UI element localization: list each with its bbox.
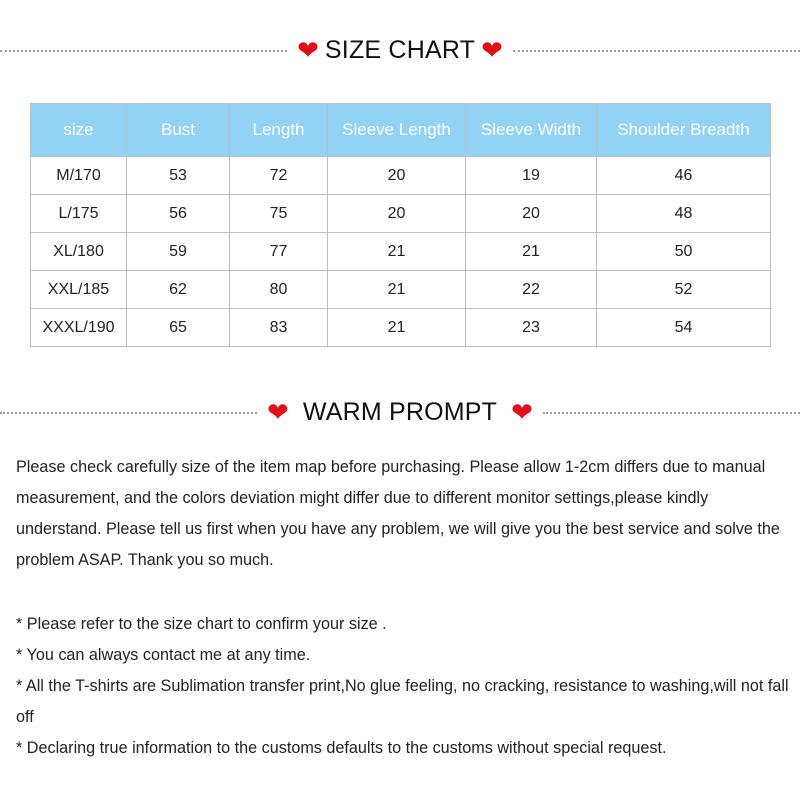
table-cell: 21 — [328, 271, 466, 309]
dotted-divider-left — [0, 50, 287, 52]
size-chart-title: SIZE CHART — [324, 36, 476, 64]
table-cell: 65 — [127, 309, 230, 347]
list-item: * Please refer to the size chart to confirm your size . — [16, 615, 387, 633]
table-row — [31, 195, 771, 233]
dotted-divider-left — [0, 412, 257, 414]
warm-prompt-title: WARM PROMPT — [302, 398, 498, 426]
list-item: * All the T-shirts are Sublimation transfer print,No glue feeling, no cracking, resistance to washing,will not fall off — [16, 677, 789, 726]
column-header-shoulder-breadth: Shoulder Breadth — [597, 104, 771, 157]
table-cell: 48 — [597, 195, 771, 233]
column-header-length: Length — [230, 104, 328, 157]
table-cell: 59 — [127, 233, 230, 271]
table-cell: XXXL/190 — [31, 309, 127, 347]
size-chart-title-group — [287, 36, 513, 65]
column-header-sleeve-width: Sleeve Width — [466, 104, 597, 157]
table-cell: 56 — [127, 195, 230, 233]
table-cell: 72 — [230, 157, 328, 195]
table-row — [31, 271, 771, 309]
heart-icon: ❤ — [297, 35, 319, 66]
warm-prompt-bullets — [16, 609, 796, 764]
warm-prompt-heading — [0, 398, 800, 427]
column-header-size: size — [31, 104, 127, 157]
list-item: * Declaring true information to the customs defaults to the customs without special request. — [16, 739, 667, 757]
table-cell: 23 — [466, 309, 597, 347]
table-cell: 52 — [597, 271, 771, 309]
table-cell: 21 — [328, 233, 466, 271]
size-table — [30, 103, 771, 347]
table-cell: 20 — [328, 195, 466, 233]
table-cell: 19 — [466, 157, 597, 195]
table-row — [31, 157, 771, 195]
table-row — [31, 309, 771, 347]
table-cell: 21 — [328, 309, 466, 347]
table-header-row — [31, 104, 771, 157]
table-cell: 46 — [597, 157, 771, 195]
table-cell: 20 — [466, 195, 597, 233]
column-header-sleeve-length: Sleeve Length — [328, 104, 466, 157]
table-cell: XXL/185 — [31, 271, 127, 309]
table-cell: XL/180 — [31, 233, 127, 271]
list-item: * You can always contact me at any time. — [16, 646, 311, 664]
table-cell: M/170 — [31, 157, 127, 195]
heart-icon: ❤ — [481, 35, 503, 66]
table-cell: 62 — [127, 271, 230, 309]
table-cell: 22 — [466, 271, 597, 309]
heart-icon: ❤ — [511, 397, 533, 428]
warm-prompt-paragraph: Please check carefully size of the item map before purchasing. Please allow 1-2cm differs due to manual measurement, and the colors deviation might differ due to different monitor settings,please kindly understand. Please tell us first when you have any problem, we will give you the best service and solve the problem ASAP. Thank you so much. — [16, 458, 780, 569]
table-cell: 80 — [230, 271, 328, 309]
table-cell: 53 — [127, 157, 230, 195]
table-cell: 83 — [230, 309, 328, 347]
column-header-bust: Bust — [127, 104, 230, 157]
table-cell: 75 — [230, 195, 328, 233]
table-cell: 50 — [597, 233, 771, 271]
table-cell: 77 — [230, 233, 328, 271]
table-row — [31, 233, 771, 271]
table-cell: 54 — [597, 309, 771, 347]
table-cell: 20 — [328, 157, 466, 195]
table-cell: 21 — [466, 233, 597, 271]
dotted-divider-right — [543, 412, 800, 414]
size-chart-heading — [0, 36, 800, 65]
heart-icon: ❤ — [267, 397, 289, 428]
table-cell: L/175 — [31, 195, 127, 233]
warm-prompt-title-group — [257, 398, 543, 427]
dotted-divider-right — [513, 50, 800, 52]
